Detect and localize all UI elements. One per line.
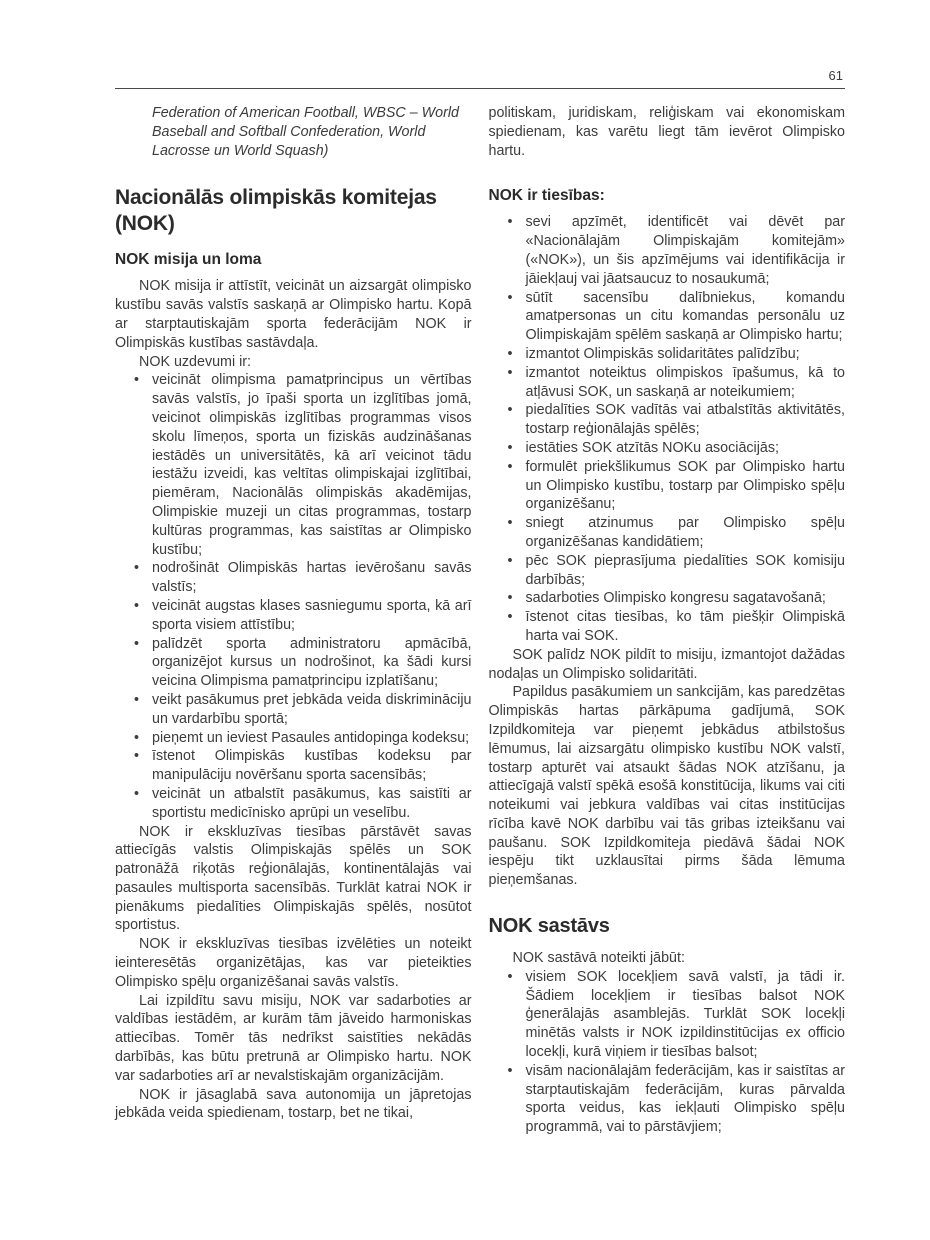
list-item: • formulēt priekšlikumus SOK par Olimpisko hartu un Olimpisko kustību, tostarp par Olimpisko spēļu organizēšanu;: [489, 458, 846, 514]
list-item: • piedalīties SOK vadītās vai atbalstītās aktivitātēs, tostarp reģionālajās spēlēs;: [489, 401, 846, 439]
two-column-layout: [115, 104, 845, 1137]
list-item: • visiem SOK locekļiem savā valstī, ja tādi ir. Šādiem locekļiem ir tiesības balsot NOK ģenerālajās asamblejās. Turklāt SOK locekļi minētās valsts ir NOK izpildinstitūcijas ex officio locekļi, kurā viņiem ir tiesības balsot;: [489, 968, 846, 1062]
page-number: 61: [828, 68, 843, 83]
tasks-list: [115, 371, 472, 822]
list-item: • nodrošināt Olimpiskās hartas ievērošanu savās valstīs;: [115, 559, 472, 597]
left-column: [115, 104, 472, 1137]
federations-note: Federation of American Football, WBSC – World Baseball and Softball Confederation, World Lacrosse un World Squash): [152, 105, 459, 159]
section-title-nok: Nacionālās olimpiskās komitejas (NOK): [115, 186, 437, 236]
list-item: • izmantot noteiktus olimpiskos īpašumus, kā to atļāvusi SOK, un saskaņā ar noteikumiem;: [489, 364, 846, 402]
rights-list: [489, 213, 846, 645]
list-item: • veicināt un atbalstīt pasākumus, kas saistīti ar sportistu medicīnisko aprūpi un veselību.: [115, 785, 472, 823]
header-rule: [115, 88, 845, 89]
right-column: [489, 104, 846, 1137]
list-item: • īstenot Olimpiskās kustības kodeksu par manipulāciju novēršanu sporta sacensībās;: [115, 747, 472, 785]
list-item: • visām nacionālajām federācijām, kas ir saistītas ar starptautiskajām federācijām, kuras pārvalda sporta veidus, kas iekļauti Olimpisko spēļu programmā, vai to pārstāvjiem;: [489, 1062, 846, 1137]
list-item: • sniegt atzinumus par Olimpisko spēļu organizēšanas kandidātiem;: [489, 514, 846, 552]
section-title-composition: NOK sastāvs: [488, 915, 610, 938]
list-item: • sūtīt sacensību dalībniekus, komandu amatpersonas un citu komandas personālu uz Olimpiskajām spēlēm saskaņā ar Olimpisko hartu;: [489, 289, 846, 345]
paragraph: NOK misija ir attīstīt, veicināt un aizsargāt olimpisko kustību savās valstīs saskaņā ar Olimpisko hartu. Kopā ar starptautiskajām sporta federācijām NOK ir Olimpiskās kustības sastāvdaļa.: [115, 278, 472, 351]
list-item: • pēc SOK pieprasījuma piedalīties SOK komisiju darbībās;: [489, 552, 846, 590]
paragraph: NOK ir jāsaglabā sava autonomija un jāpretojas jebkāda veida spiedienam, tostarp, bet ne tikai,: [115, 1086, 472, 1122]
list-item: • iestāties SOK atzītās NOKu asociācijās;: [489, 439, 846, 458]
paragraph: Lai izpildītu savu misiju, NOK var sadarboties ar valdības iestādēm, ar kurām tām jāveido harmoniskas attiecības. Tomēr tās nedrīkst saistīties nekādās darbībās, kas būtu pretrunā ar Olimpisko hartu. NOK var sadarboties arī ar nevalstiskajām organizācijām.: [115, 992, 472, 1084]
subheading-rights: NOK ir tiesības:: [488, 187, 605, 205]
subheading-mission: NOK misija un loma: [115, 251, 262, 269]
page-header: [115, 68, 845, 89]
list-item: • pieņemt un ieviest Pasaules antidopinga kodeksu;: [115, 729, 472, 748]
paragraph: NOK uzdevumi ir:: [139, 353, 252, 370]
paragraph: NOK ir ekskluzīvas tiesības pārstāvēt savas attiecīgās valstis Olimpiskajās spēlēs un SOK patronāžā riķotās reģionālajās, kontinentālajās vai pasaules multisporta sacensībās. Turklāt katrai NOK ir pienākums piedalīties Olimpiskajās spēlēs, nosūtot sportistus.: [115, 823, 472, 934]
paragraph: NOK sastāvā noteikti jābūt:: [512, 950, 685, 967]
list-item: • īstenot citas tiesības, ko tām piešķir Olimpiskā harta vai SOK.: [489, 608, 846, 646]
list-item: • sadarboties Olimpisko kongresu sagatavošanā;: [489, 589, 846, 608]
list-item: • veicināt augstas klases sasniegumu sporta, kā arī sporta visiem attīstību;: [115, 597, 472, 635]
paragraph: NOK ir ekskluzīvas tiesības izvēlēties un noteikt ieinteresētās organizētājas, kas var pieteikties Olimpisko spēļu organizēšanai savās valstīs.: [115, 936, 472, 990]
list-item: • sevi apzīmēt, identificēt vai dēvēt par «Nacionālajām Olimpiskajām komitejām» («NOK»), un šis apzīmējums vai identifikācija ir jāiekļauj vai jāatsaucuz to nosaukumā;: [489, 213, 846, 288]
list-item: • izmantot Olimpiskās solidaritātes palīdzību;: [489, 345, 846, 364]
list-item: • veicināt olimpisma pamatprincipus un vērtības savās valstīs, jo īpaši sporta un izglītības jomā, veicinot olimpiskās izglītības programmas visos skolu līmeņos, sporta un fiziskās audzināšanas iestādēs un universitātēs, kā arī veicinot tādu iestāžu izveidi, kas veltītas olimpiskajai izglītībai, piemēram, Nacionālās olimpiskās akadēmijas, Olimpiskie muzeji un citas programmas, tostarp kultūras programmas, kas saistītas ar Olimpisko kustību;: [115, 371, 472, 559]
paragraph-continuation: politiskam, juridiskam, reliģiskam vai ekonomiskam spiedienam, kas varētu liegt tām ievērot Olimpisko hartu.: [488, 105, 845, 159]
composition-list: [489, 968, 846, 1137]
paragraph: Papildus pasākumiem un sankcijām, kas paredzētas Olimpiskās hartas pārkāpuma gadījumā, SOK Izpildkomiteja var pieņemt jebkādus atbilstošus lēmumus, lai aizsargātu olimpisko kustību NOK valstī, tostarp apturēt vai atsaukt šādas NOK atzīšanu, ja attiecīgajā valstī spēkā esošā konstitūcija, likums vai citi noteikumi vai jebkura valdības vai citas institūcijas rīcība kavē NOK darbību vai tās gribas izteikšanu vai paušanu. SOK Izpildkomiteja piedāvā šādai NOK iespēju tikt uzklausītai pirms šāda lēmuma pieņemšanas.: [488, 684, 845, 889]
paragraph: SOK palīdz NOK pildīt to misiju, izmantojot dažādas nodaļas un Olimpisko solidaritāti.: [488, 646, 845, 682]
list-item: • veikt pasākumus pret jebkāda veida diskrimināciju un vardarbību sportā;: [115, 691, 472, 729]
list-item: • palīdzēt sporta administratoru apmācībā, organizējot kursus un nodrošinot, ka šādi kursi veicina Olimpisma pamatprincipu izplatīšanu;: [115, 635, 472, 691]
